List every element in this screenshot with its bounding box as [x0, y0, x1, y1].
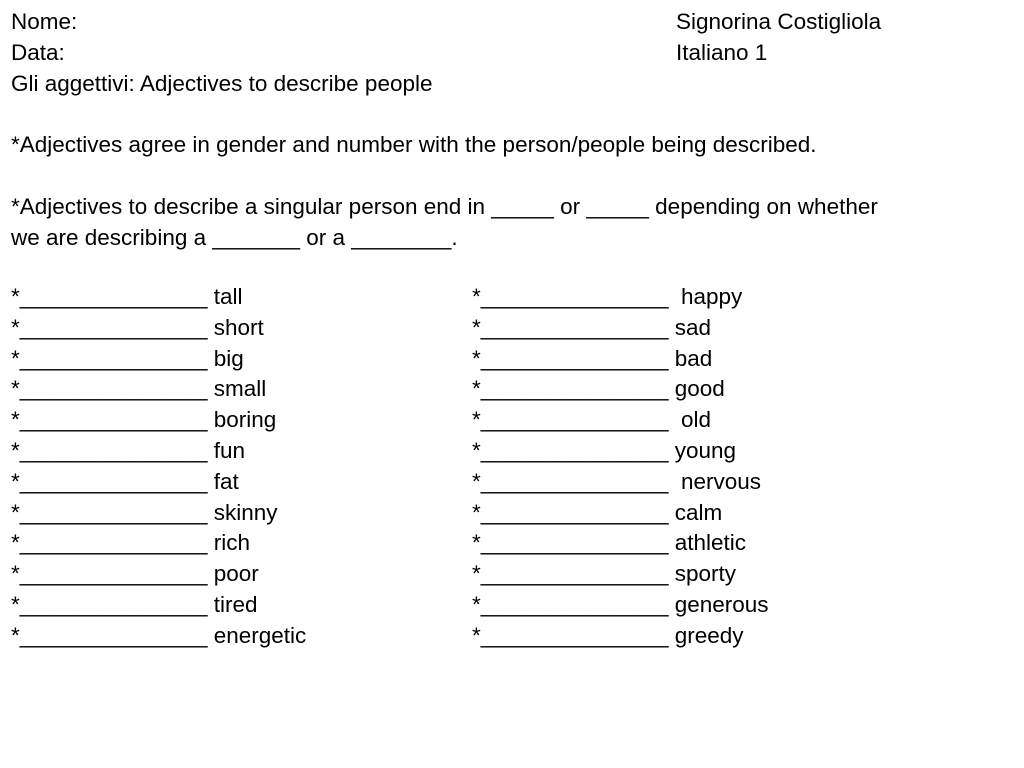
vocab-item: *_______________ athletic — [472, 530, 746, 556]
vocab-item: *_______________ rich — [11, 530, 250, 556]
vocab-item: *_______________ tired — [11, 591, 258, 617]
vocab-item: *_______________ old — [472, 407, 711, 433]
vocab-item: *_______________ happy — [472, 284, 743, 309]
vocab-item: *_______________ fat — [11, 468, 239, 494]
agreement-note: *Adjectives agree in gender and number with the person/people being described. — [11, 132, 817, 157]
vocab-item: *_______________ tall — [11, 284, 243, 309]
vocab-item: *_______________ calm — [472, 499, 723, 525]
vocab-item: *_______________ young — [472, 437, 737, 463]
vocab-item: *_______________ sporty — [472, 561, 736, 587]
ending-note-line-2: we are describing a _______ or a ________. — [11, 225, 458, 250]
vocab-item: *_______________ sad — [472, 314, 711, 340]
vocab-item: *_______________ short — [11, 314, 264, 340]
worksheet-title: Gli aggettivi: Adjectives to describe people — [11, 71, 433, 96]
vocab-item: *_______________ nervous — [472, 468, 762, 494]
vocab-item: *_______________ small — [11, 376, 267, 402]
vocab-item: *_______________ bad — [472, 345, 713, 371]
course-name: Italiano 1 — [676, 40, 768, 65]
vocab-item: *_______________ generous — [472, 591, 769, 617]
vocab-item: *_______________ energetic — [11, 622, 307, 648]
teacher-name: Signorina Costigliola — [676, 9, 882, 34]
date-label: Data: — [11, 40, 65, 65]
vocab-list-right — [472, 286, 769, 656]
vocab-item: *_______________ big — [11, 345, 244, 371]
vocab-list-left — [11, 286, 306, 656]
name-label: Nome: — [11, 9, 78, 34]
vocab-item: *_______________ boring — [11, 407, 277, 433]
vocab-item: *_______________ poor — [11, 561, 259, 587]
ending-note-line-1: *Adjectives to describe a singular person end in _____ or _____ depending on whether — [11, 194, 878, 219]
vocab-item: *_______________ greedy — [472, 622, 744, 648]
vocab-item: *_______________ skinny — [11, 499, 278, 525]
vocab-item: *_______________ fun — [11, 437, 245, 463]
vocab-item: *_______________ good — [472, 376, 725, 402]
